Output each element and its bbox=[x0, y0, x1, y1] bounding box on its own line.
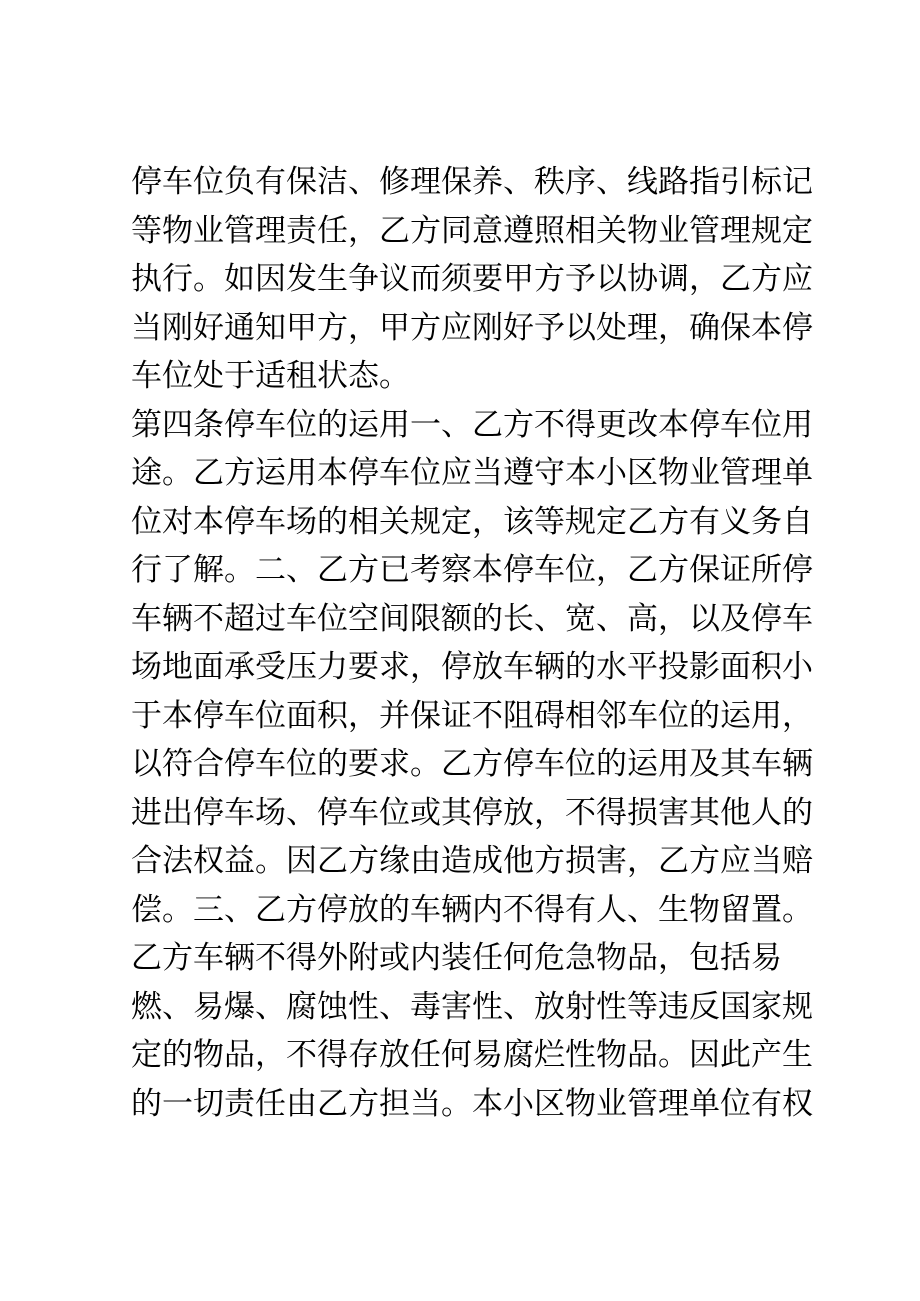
text-line: 行了解。二、乙方已考察本停车位，乙方保证所停 bbox=[131, 552, 813, 588]
text-line: 以符合停车位的要求。乙方停车位的运用及其车辆 bbox=[131, 746, 813, 782]
text-line: 乙方车辆不得外附或内装任何危急物品，包括易 bbox=[131, 940, 782, 976]
text-line: 第四条停车位的运用一、乙方不得更改本停车位用 bbox=[131, 406, 813, 443]
text-line: 当刚好通知甲方，甲方应刚好予以处理，确保本停 bbox=[131, 309, 813, 346]
text-line: 合法权益。因乙方缘由造成他方损害，乙方应当赔 bbox=[131, 843, 813, 879]
body-text bbox=[131, 158, 813, 1128]
text-line: 途。乙方运用本停车位应当遵守本小区物业管理单 bbox=[131, 455, 813, 491]
text-line: 的一切责任由乙方担当。本小区物业管理单位有权 bbox=[131, 1085, 813, 1122]
text-line: 于本停车位面积，并保证不阻碍相邻车位的运用， bbox=[131, 697, 813, 734]
text-line: 进出停车场、停车位或其停放，不得损害其他人的 bbox=[131, 794, 813, 831]
text-line: 燃、易爆、腐蚀性、毒害性、放射性等违反国家规 bbox=[131, 988, 813, 1025]
text-line: 偿。三、乙方停放的车辆内不得有人、生物留置。 bbox=[131, 891, 813, 928]
text-line: 执行。如因发生争议而须要甲方予以协调，乙方应 bbox=[131, 261, 813, 297]
text-line: 场地面承受压力要求，停放车辆的水平投影面积小 bbox=[131, 649, 813, 685]
text-line: 位对本停车场的相关规定，该等规定乙方有义务自 bbox=[131, 503, 813, 540]
text-line: 定的物品，不得存放任何易腐烂性物品。因此产生 bbox=[131, 1037, 813, 1073]
text-line: 等物业管理责任，乙方同意遵照相关物业管理规定 bbox=[131, 212, 813, 249]
text-line: 车位处于适租状态。 bbox=[131, 358, 410, 394]
text-line: 停车位负有保洁、修理保养、秩序、线路指引标记 bbox=[131, 164, 813, 200]
text-line: 车辆不超过车位空间限额的长、宽、高，以及停车 bbox=[131, 600, 813, 637]
